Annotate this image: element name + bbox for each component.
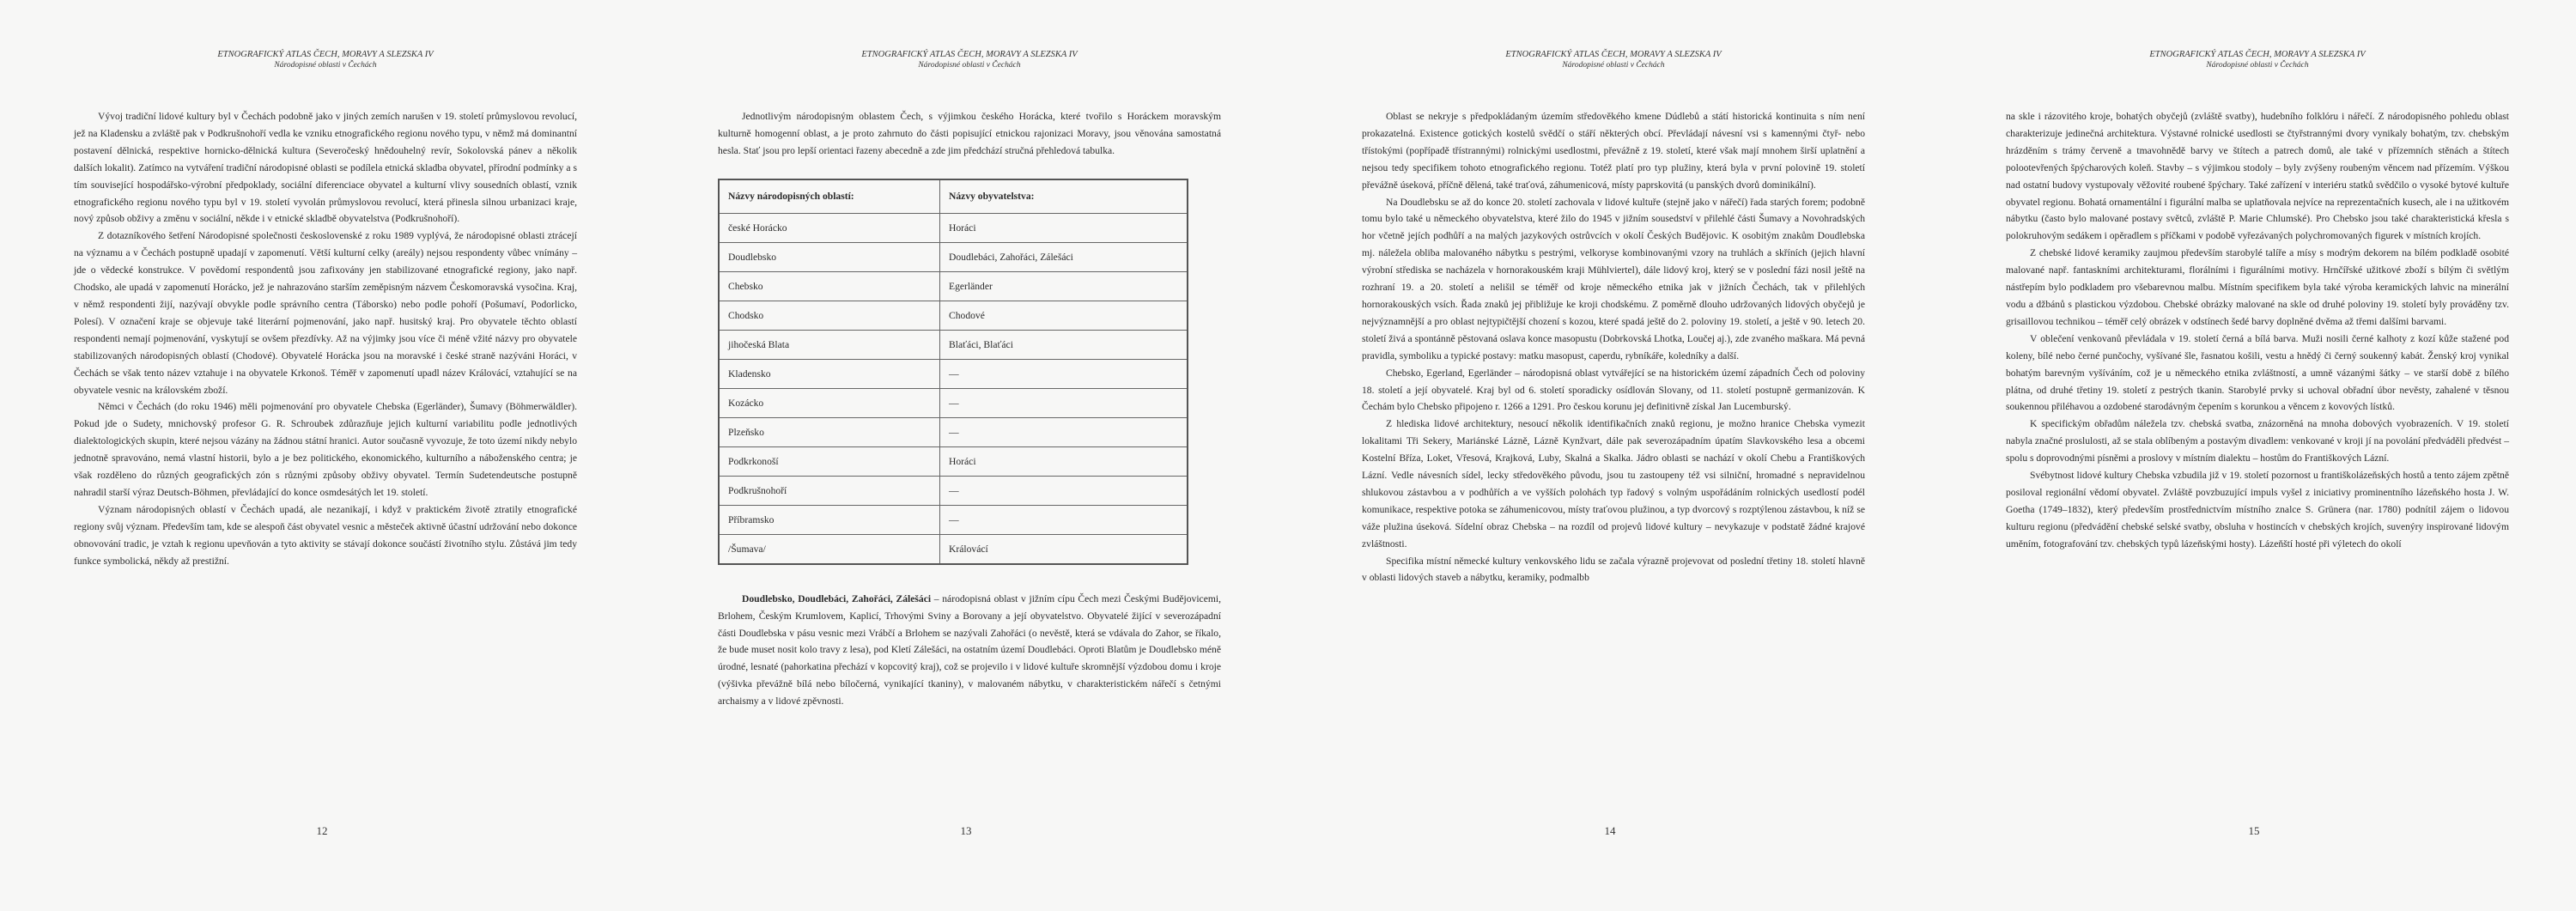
paragraph: Jednotlivým národopisným oblastem Čech, s výjimkou českého Horácka, které tvořilo s Horáckem moravským kulturně homogenní oblast, a je proto zahrnuto do části popisující etnickou rajonizaci Moravy, jsou věnována samostatná hesla. Stať jsou pro lepší orientaci řazeny abecedně a zde jim předchází stručná přehledová tabulka.	[718, 111, 1221, 156]
header-subtitle: Národopisné oblasti v Čechách	[1562, 61, 1665, 70]
page-number: 15	[2248, 824, 2260, 837]
region-cell: Chodsko	[719, 301, 940, 330]
running-header	[1362, 50, 1865, 70]
region-cell: Podkrkonoší	[719, 446, 940, 476]
inhabitants-cell: Egerländer	[940, 271, 1188, 301]
paragraph: Z dotazníkového šetření Národopisné společnosti československé z roku 1989 vyplývá, že národopisné oblasti ztrácejí na významu a v Čechách postupně upadají v zapomenutí. Větší kulturní celky (areály) nejsou respondenty vůbec vnímány – jde o vědecké konstrukce. V povědomí respondentů jsou zafixovány jen stabilizované etnografické regiony, jako např. Chodsko, ale upadá v zapomenutí Horácko, jež je nahrazováno starším zeměpisným názvem Českomoravská vysočina. Kraj, v němž respondenti žijí, nazývají obvykle podle správního centra (Táborsko) nebo podle pohoří (Pošumaví, Podorlicko, Polesí). V označení kraje se objevuje také literární pojmenování, jako např. husitský kraj. Pro obyvatele těchto oblastí respondenti nemají pojmenování, vyskytují se ovšem přezdívky. Až na výjimky jsou více či méně vžité názvy pro obyvatele stabilizovaných národopisných oblastí (Chodové). Obyvatelé Horácka jsou na moravské i české straně nazýváni Horáci, v Čechách se však tento název vztahuje i na obyvatele Krkonoš. Téměř v zapomenutí upadl název Královácí, vztahující se na obyvatele vesnic na královském zboží.	[74, 230, 577, 396]
inhabitants-cell: Horáci	[940, 213, 1188, 242]
running-header	[74, 50, 577, 70]
table-row	[719, 271, 1188, 301]
table-row	[719, 417, 1188, 446]
entry-lead: Doudlebsko, Doudlebáci, Zahořáci, Zálešáci	[742, 592, 932, 604]
header-title: ETNOGRAFICKÝ ATLAS ČECH, MORAVY A SLEZSKA IV	[1505, 50, 1722, 59]
header-subtitle: Národopisné oblasti v Čechách	[2206, 61, 2309, 70]
inhabitants-cell: Horáci	[940, 446, 1188, 476]
region-cell: Plzeňsko	[719, 417, 940, 446]
region-cell: Příbramsko	[719, 505, 940, 534]
paragraph: Význam národopisných oblastí v Čechách upadá, ale nezanikají, i když v praktickém životě ztratily etnografické regiony svůj význam. Především tam, kde se alespoň část obyvatel vesnic a městeček aktivně účastní udržování nebo dokonce obnovování tradic, je vztah k regionu upevňován a tyto aktivity se stávají dokonce součástí životního stylu. Zůstává jim tedy funkce symbolická, někdy až prestižní.	[74, 503, 577, 567]
table-row	[719, 534, 1188, 564]
inhabitants-cell: —	[940, 505, 1188, 534]
paragraph: Specifika místní německé kultury venkovského lidu se začala výrazně projevovat od poslední třetiny 18. století hlavně v oblasti lidových staveb a nábytku, keramiky, podmalbb	[1362, 555, 1865, 584]
region-cell: české Horácko	[719, 213, 940, 242]
running-header	[2006, 50, 2509, 70]
page-14	[1288, 0, 1932, 911]
table-row	[719, 242, 1188, 271]
paragraph: Oblast se nekryje s předpokládaným územím středověkého kmene Dúdlebů a státí historická kontinuita s ním není prokazatelná. Existence gotických kostelů svědčí o stáří některých obcí. Převládají návesní vsi s kamennými čtyř- nebo třístokými (popřípadě třístrannými) rolnickými usedlostmi, převážně z 19. století, které však mají mnohem širší uplatnění a nejsou tedy specifikem tohoto etnografického regionu. Totéž platí pro typ plužiny, která byla v první polovině 19. století převážně úseková, příčně dělená, také traťová, záhumenicová, místy paprskovitá (u panských dvorů dominikální).	[1362, 111, 1865, 191]
paragraph: Z chebské lidové keramiky zaujmou především starobylé talíře a mísy s modrým dekorem na bílém podkladě osobité malované např. fantaskními architekturami, florálními i figurálními motivy. Hrnčířské užitkové zboží s bílým či světlým nástřepím bylo podkladem pro všebarevnou malbu. Místním specifikem byla také výroba keramických lahvic na minerální vodu a džbánů s plastickou výzdobou. Chebské obrázky malované na skle od druhé poloviny 19. století byly prováděny tzv. grisaillovou technikou – téměř celý obrázek v odstínech šedé barvy doplněné dvěma až třemi dalšími barvami.	[2006, 247, 2509, 327]
header-title: ETNOGRAFICKÝ ATLAS ČECH, MORAVY A SLEZSKA IV	[861, 50, 1078, 59]
inhabitants-cell: —	[940, 476, 1188, 505]
table-row	[719, 330, 1188, 359]
header-title: ETNOGRAFICKÝ ATLAS ČECH, MORAVY A SLEZSKA IV	[2149, 50, 2366, 59]
header-title: ETNOGRAFICKÝ ATLAS ČECH, MORAVY A SLEZSKA IV	[217, 50, 434, 59]
table-row	[719, 301, 1188, 330]
table-row	[719, 476, 1188, 505]
paragraph: Na Doudlebsku se až do konce 20. století zachovala v lidové kultuře (stejně jako v nářečí) řada starých forem; podobně tomu bylo také u německého obyvatelstva, které žilo do 1945 v jižním sousedství v přilehlé části Šumavy a Novohradských hor včetně jejích podhůří a na malých jazykových ostrůvcích v okolí Českých Budějovic. K osobitým znakům Doudlebska mj. náležela obliba malovaného nábytku s pestrými, velkoryse kombinovanými vzory na truhlách a skříních (jejich hlavní výrobní střediska se nacházela v hornorakouském kraji Mühlviertel), dále lidový kroj, který se v poslední fázi nosil ještě na rozhraní 19. a 20. století a nelišil se téměř od kroje německého etnika jak v jižních Čechách, tak v přilehlých hornorakouských vsích. Řada znaků jej přibližuje ke kroji chodskému. Z poměrně dlouho udržovaných lidových obyčejů je nejvýznamnější a pro oblast nejtypičtější chození s kozou, které spadá ještě do 2. poloviny 19. století, a ještě v 90. letech 20. století živá a spontánně pěstovaná oslava konce masopustu (Dobrkovská Lhotka, Loučej aj.), zde zvaného maškara. Má pevná pravidla, symboliku a typické postavy: matku masopust, caperdu, rybníkáře, koledníky a další.	[1362, 196, 1865, 361]
region-cell: /Šumava/	[719, 534, 940, 564]
regions-table	[718, 179, 1188, 565]
running-header	[718, 50, 1221, 70]
inhabitants-cell: Blaťáci, Blaťáci	[940, 330, 1188, 359]
column-header-inhabitants: Názvy obyvatelstva:	[940, 179, 1188, 214]
inhabitants-cell: Chodové	[940, 301, 1188, 330]
entry-text: – národopisná oblast v jižním cípu Čech mezi Českými Budějovicemi, Brlohem, Českým Krumlovem, Kaplicí, Trhovými Sviny a Borovany a její obyvatelstvo. Obyvatelé žijící v severozápadní části Doudlebska v pásu vesnic mezi Vrábčí a Brlohem se nazývali Zahořáci (o nevěstě, která se vdávala do Zahor, se říkalo, že bude muset nosit kolo travy z lesa), pod Kletí Zálešáci, na ostatním území Doudlebáci. Oproti Blatům je Doudlebsko méně úrodné, lesnaté (pahorkatina přechází v kopcovitý kraj), což se projevilo i v lidové kultuře skromnější výzdobou domu i kroje (výšivka převážně bílá nebo bíločerná, vynikající tkaniny), v malovaném nábytku, v charakteristickém nářečí s četnými archaismy a v lidové zpěvnosti.	[718, 592, 1221, 708]
region-cell: Kozácko	[719, 388, 940, 417]
table-row	[719, 213, 1188, 242]
inhabitants-cell: —	[940, 359, 1188, 388]
paragraph: Chebsko, Egerland, Egerländer – národopisná oblast vytvářející se na historickém území západních Čech od poloviny 18. století a její obyvatelé. Kraj byl od 6. století sporadicky osídlován Slovany, od 11. století postupně germanizován. K Čechám bylo Chebsko připojeno r. 1266 a 1291. Pro českou korunu jej definitivně získal Jan Lucemburský.	[1362, 367, 1865, 413]
paragraph: Vývoj tradiční lidové kultury byl v Čechách podobně jako v jiných zemích narušen v 19. století průmyslovou revolucí, jež na Kladensku a zvláště pak v Podkrušnohoří vedla ke vzniku etnografického regionu nového typu, v němž má dominantní postavení dělnická, respektive hornicko-dělnická kultura (Severočeský hnědouhelný revír, Sokolovská pánev a několik dalších lokalit). Zatímco na vytváření tradiční národopisné oblasti se podílela etnická skladba obyvatel, přírodní podmínky a s tím související hospodářsko-výrobní předpoklady, sociální diferenciace obyvatel a kulturní vlivy sousedních oblastí, vznik etnografického regionu nového typu byl v 19. století vyvolán průmyslovou revolucí, která přinesla silnou urbanizaci kraje, nový způsob obživy a změnu v sociální, někde i v etnické skladbě obyvatelstva (Podkrušnohoří).	[74, 111, 577, 225]
paragraph: Svébytnost lidové kultury Chebska vzbudila již v 19. století pozornost u františkolázeňských hostů a tento zájem zpětně posiloval regionální vědomí obyvatel. Zvláště povzbuzující impuls vyšel z iniciativy prominentního lázeňského hosta J. W. Goetha (1749–1832), který především prostřednictvím místního znalce S. Grünera (nar. 1780) podnítil zájem o lidovou kulturu regionu (předvádění chebské selské svatby, obsluha v hostincích v chebských krojích, suvenýry inspirované lidovým uměním, fotografování tzv. chebských typů lázeňskými hosty). Lázeňští hosté při výletech do okolí	[2006, 470, 2509, 550]
region-cell: Doudlebsko	[719, 242, 940, 271]
table-row	[719, 388, 1188, 417]
header-subtitle: Národopisné oblasti v Čechách	[274, 61, 377, 70]
paragraph: na skle i rázovitého kroje, bohatých obyčejů (zvláště svatby), hudebního folklóru i nářečí. Z národopisného pohledu oblast charakterizuje jedinečná architektura. Výstavné rolnické usedlosti se čtyřstrannými dvory vynikaly bohatým, tzv. chebským hrázděním s trámy červeně a tmavohnědě barvy ve štítech a patrech domů, ale také v přízemních stěnách a štítech polootevřených špýcharových koleň. Stavby – s výjimkou stodoly – byly zvýšeny roubeným věncem nad přízemím. Výškou nad ostatní budovy vystupovaly věžovité roubené špýchary. Také zařízení v interiéru statků svědčilo o vysoké bytové kultuře obyvatel regionu. Bohatá ornamentální i figurální malba se uplatňovala nejvíce na reprezentačních kusech, ale i na užitkovém nábytku (často bylo malované postavy světců, zvláště P. Marie Chlumské). Pro Chebsko jsou také charakteristická křesla s polokruhovým sedákem i opěradlem s příčkami v podobě vyřezávaných polychromovaných figurek v místních krojích.	[2006, 111, 2509, 242]
page-13	[644, 0, 1288, 911]
paragraph: K specifickým obřadům náležela tzv. chebská svatba, znázorněná na mnoha dobových vyobrazeních. V 19. století nabyla značné proslulosti, až se stala oblíbeným a postavým divadlem: venkované v kroji jí na povolání předváděli předvést – spolu s doprovodnými písněmi a proslovy v místním dialektu – hostům do Františkových Lázní.	[2006, 418, 2509, 465]
table-row	[719, 446, 1188, 476]
paragraph: Z hlediska lidové architektury, nesoucí několik identifikačních znaků regionu, je možno hranice Chebska vymezit lokalitami Tři Sekery, Mariánské Lázně, Lázně Kynžvart, dále pak severozápadním úpatím Slavkovského lesa a obcemi Kostelní Bříza, Loket, Vřesová, Krajková, Luby, Skalná a Skalka. Jádro oblasti se nachází v okolí Chebu a Františkových Lázní. Vedle návesních sídel, lecky středověkého původu, jsou tu zastoupeny též vsi silniční, hromadné s nepravidelnou shlukovou zástavbou a v podhůřích a ve vyšších polohách typ řadový s volným uspořádáním rolnických usedlostí podél komunikace, respektive potoka se záhumenicovou, místy traťovou plužinou, a typ dvorcový s rozptýlenou zástavbou, k níž se váže plužina úseková. Sídelní obraz Chebska – na rozdíl od projevů lidové kultury – nevykazuje v podstatě žádné krajové zvláštnosti.	[1362, 418, 1865, 550]
paragraph	[718, 591, 1221, 710]
inhabitants-cell: Doudlebáci, Zahořáci, Zálešáci	[940, 242, 1188, 271]
paragraph: Němci v Čechách (do roku 1946) měli pojmenování pro obyvatele Chebska (Egerländer), Šumavy (Böhmerwäldler). Pokud jde o Sudety, mnichovský profesor G. R. Schroubek zdůrazňuje jejich kulturní variabilitu podle jednotlivých dialektologických skupin, které nejsou vázány na žádnou státní hranici. Autor současně vyvozuje, že toto území nikdy nebylo jednotně spravováno, nemá vlastní historii, bylo a je bez politického, ekonomického, kulturního a náboženského centra; je však rozděleno do různých geografických zón s různými způsoby obživy obyvatel. Termín Sudetendeutsche postupně nahradil starší výraz Deutsch-Böhmen, převládající do konce osmdesátých let 19. století.	[74, 401, 577, 498]
table-header-row	[719, 179, 1188, 214]
region-cell: Kladensko	[719, 359, 940, 388]
page-number: 14	[1604, 824, 1616, 837]
inhabitants-cell: —	[940, 417, 1188, 446]
page-15	[1932, 0, 2576, 911]
column-header-regions: Názvy národopisných oblastí:	[719, 179, 940, 214]
header-subtitle: Národopisné oblasti v Čechách	[918, 61, 1021, 70]
page-number: 12	[316, 824, 328, 837]
inhabitants-cell: Královácí	[940, 534, 1188, 564]
region-cell: jihočeská Blata	[719, 330, 940, 359]
inhabitants-cell: —	[940, 388, 1188, 417]
table-row	[719, 359, 1188, 388]
page-12	[0, 0, 644, 911]
region-cell: Podkrušnohoří	[719, 476, 940, 505]
paragraph: V oblečení venkovanů převládala v 19. století černá a bílá barva. Muži nosili černé kalhoty z kozí kůže stažené pod koleny, bílé nebo černé punčochy, vyšívané šle, řasnatou košili, vestu a hnědý či černý soukenný kabát. Ženský kroj vynikal bohatým barevným vyšíváním, což je u německého etnika zvláštností, a umně vázanými šátky – ve starší době z bílého plátna, od druhé třetiny 19. století z pestrých tkanin. Starobylé prvky si uchoval obřadní úbor nevěsty, zahalené v těsnou soukennou přiléhavou a ozdobené starodávným čepením s korunkou a věncem z kovových lístků.	[2006, 332, 2509, 413]
region-cell: Chebsko	[719, 271, 940, 301]
table-row	[719, 505, 1188, 534]
page-number: 13	[960, 824, 972, 837]
